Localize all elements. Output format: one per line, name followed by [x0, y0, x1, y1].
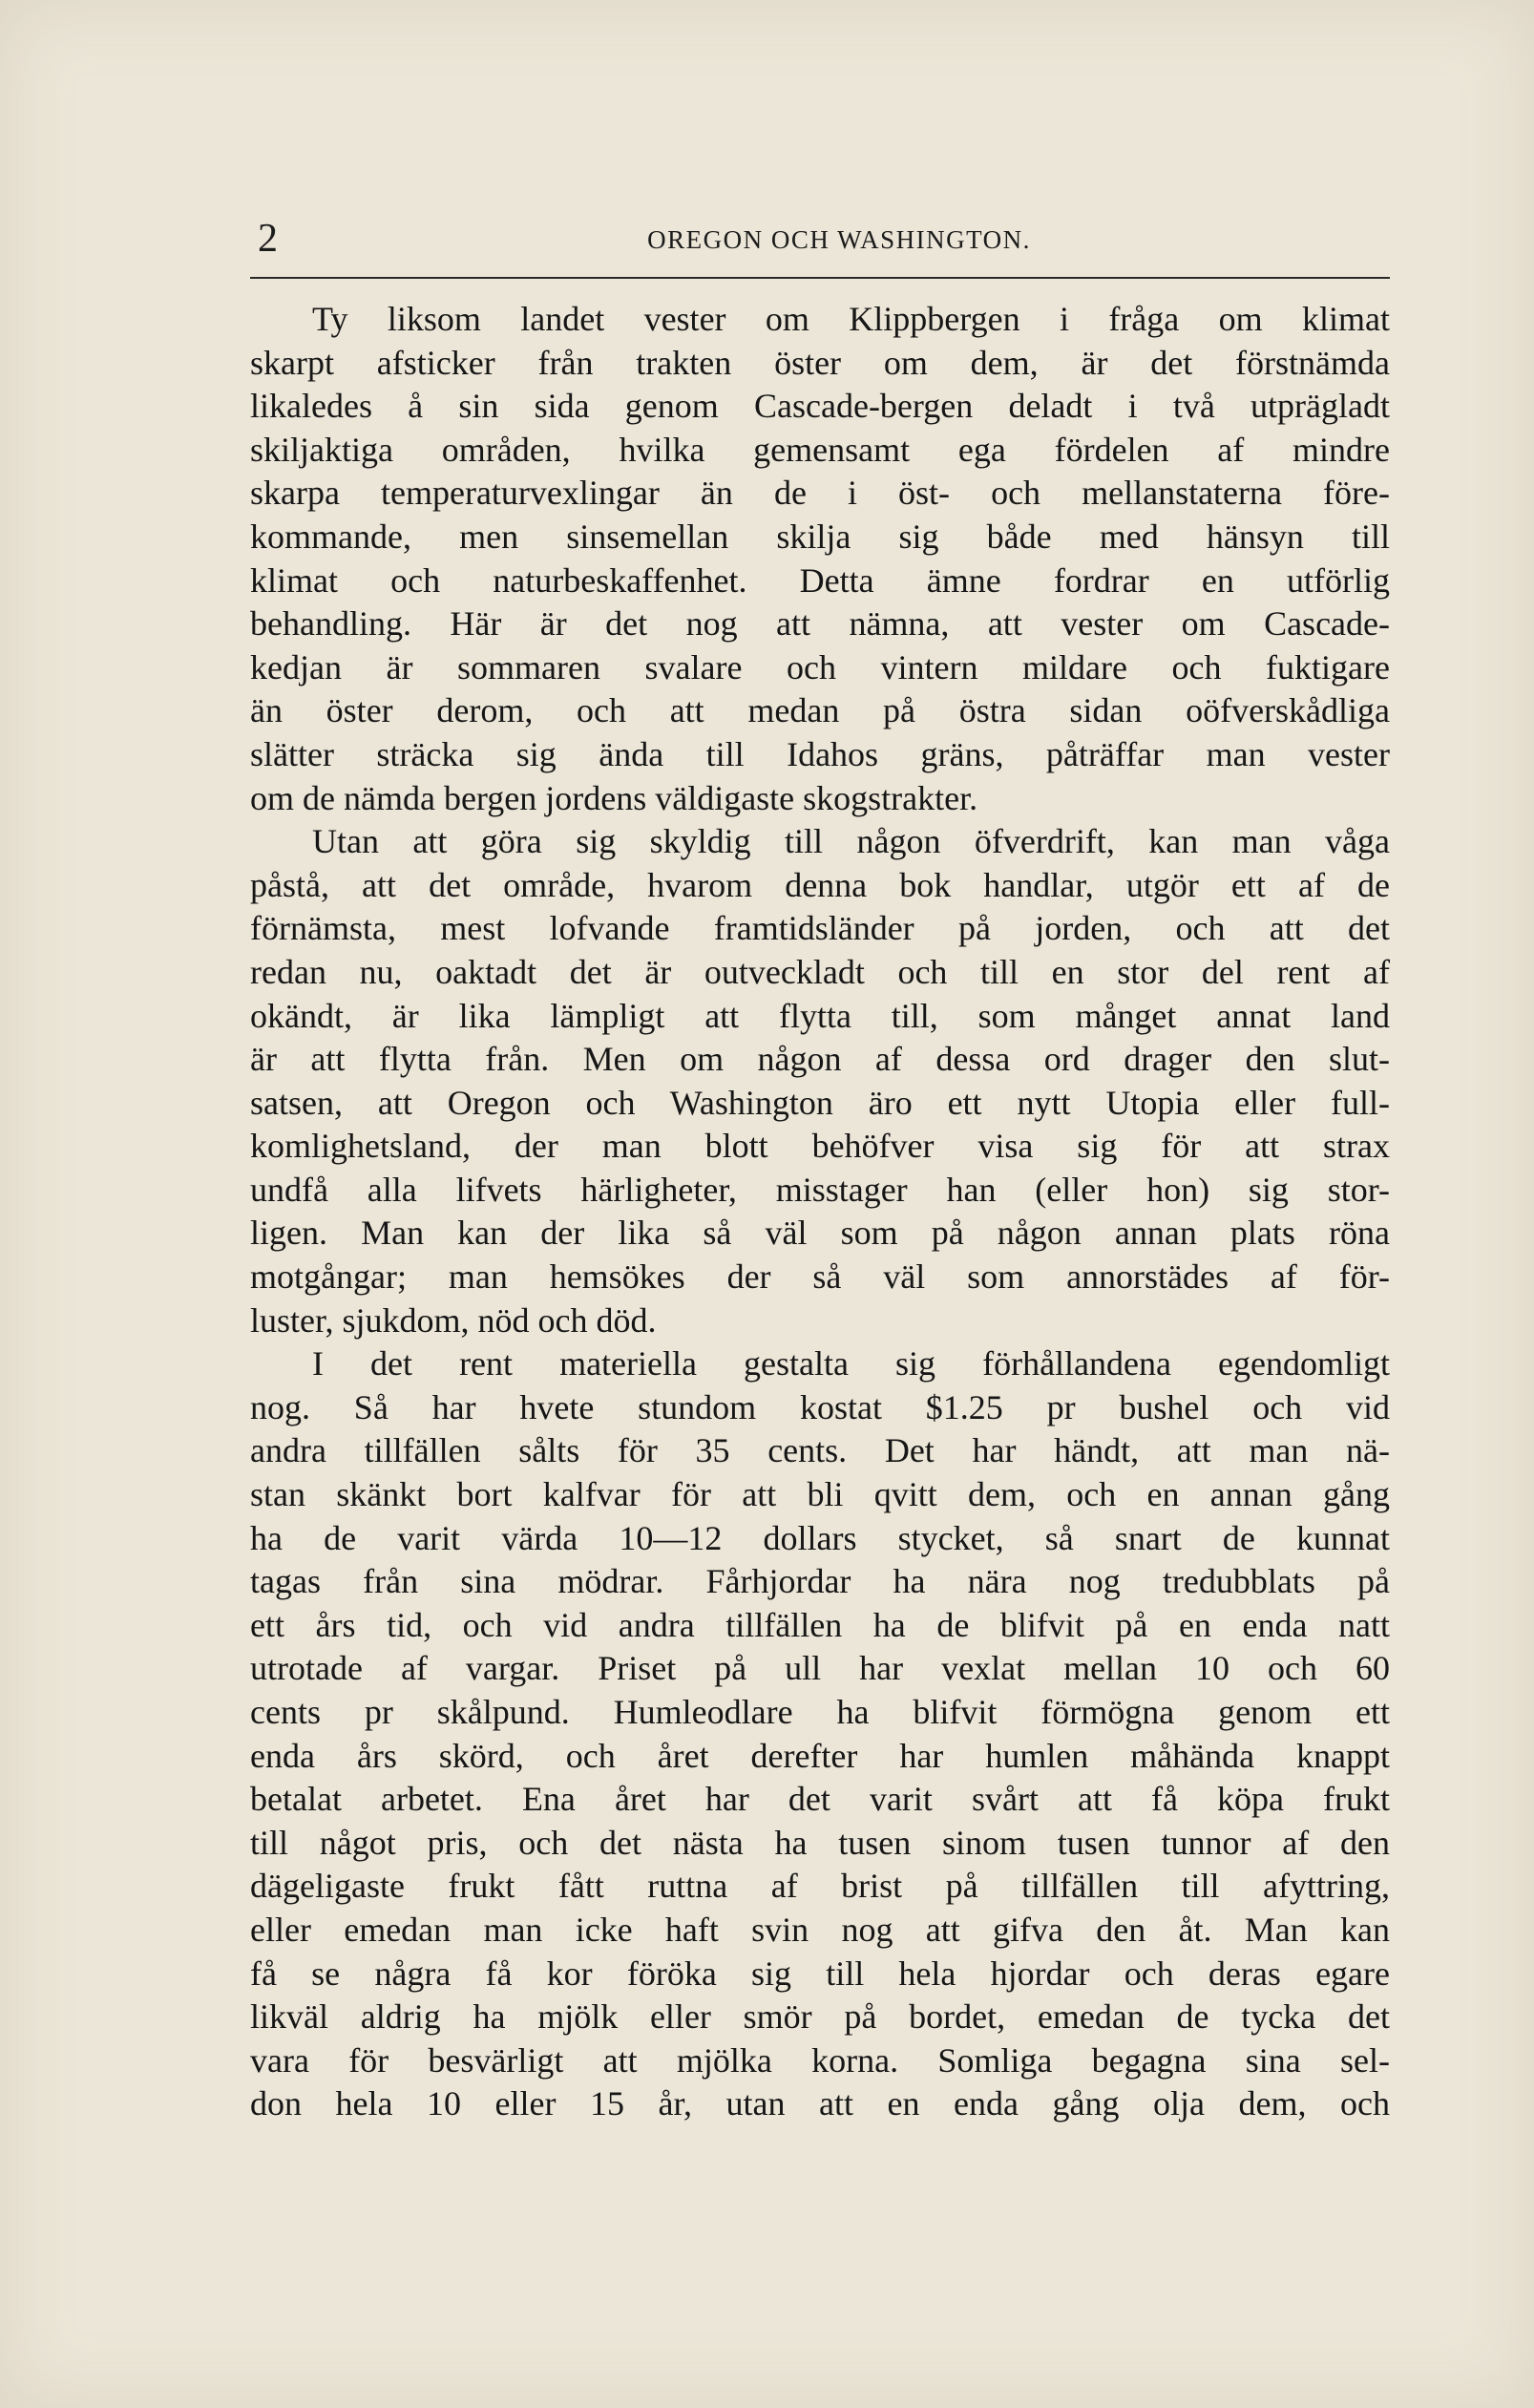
text-line: undfå alla lifvets härligheter, misstager han (eller hon) sig stor-	[250, 1170, 1390, 1209]
page-number: 2	[258, 217, 278, 261]
text-line: kedjan är sommaren svalare och vintern mildare och fuktigare	[250, 647, 1390, 686]
text-line: andra tillfällen sålts för 35 cents. Det har händt, att man nä-	[250, 1431, 1390, 1470]
text-line: ett års tid, och vid andra tillfällen ha de blifvit på en enda natt	[250, 1605, 1390, 1644]
body-text	[250, 298, 1390, 2126]
text-line: likväl aldrig ha mjölk eller smör på bordet, emedan de tycka det	[250, 1997, 1390, 2037]
text-line: utrotade af vargar. Priset på ull har vexlat mellan 10 och 60	[250, 1649, 1390, 1688]
text-line: okändt, är lika lämpligt att flytta till, som månget annat land	[250, 996, 1390, 1035]
text-line: kommande, men sinsemellan skilja sig både med hänsyn till	[250, 517, 1390, 556]
text-line: vara för besvärligt att mjölka korna. Somliga begagna sina sel-	[250, 2040, 1390, 2080]
text-line: satsen, att Oregon och Washington äro ett nytt Utopia eller full-	[250, 1083, 1390, 1122]
text-line: I det rent materiella gestalta sig förhållandena egendomligt	[312, 1344, 1390, 1384]
text-line: klimat och naturbeskaffenhet. Detta ämne fordrar en utförlig	[250, 560, 1390, 600]
header-rule	[250, 277, 1390, 279]
text-line: cents pr skålpund. Humleodlare ha blifvit förmögna genom ett	[250, 1693, 1390, 1731]
paragraph-1	[250, 298, 1390, 820]
text-line: enda års skörd, och året derefter har humlen måhända knappt	[250, 1736, 1390, 1775]
text-line: stan skänkt bort kalfvar för att bli qvitt dem, och en annan gång	[250, 1475, 1390, 1514]
text-line: till något pris, och det nästa ha tusen sinom tusen tunnor af den	[250, 1823, 1390, 1862]
text-line: nog. Så har hvete stundom kostat $1.25 pr bushel och vid	[250, 1387, 1390, 1426]
page-header	[250, 212, 1390, 269]
text-line: Ty liksom landet vester om Klippbergen i fråga om klimat	[312, 300, 1390, 338]
text-line: ligen. Man kan der lika så väl som på någon annan plats röna	[250, 1214, 1390, 1253]
text-line: än öster derom, och att medan på östra sidan oöfverskådliga	[250, 691, 1390, 730]
text-line: få se några få kor föröka sig till hela hjordar och deras egare	[250, 1954, 1390, 1993]
running-title: OREGON OCH WASHINGTON.	[647, 225, 1031, 254]
text-line: komlighetsland, der man blott behöfver visa sig för att strax	[250, 1127, 1390, 1166]
text-line: Utan att göra sig skyldig till någon öfverdrift, kan man våga	[312, 822, 1390, 861]
text-line: skiljaktiga områden, hvilka gemensamt ega fördelen af mindre	[250, 430, 1390, 469]
text-line: behandling. Här är det nog att nämna, att vester om Cascade-	[250, 604, 1390, 644]
text-line: motgångar; man hemsökes der så väl som annorstädes af för-	[250, 1257, 1390, 1297]
text-line: don hela 10 eller 15 år, utan att en enda gång olja dem, och	[250, 2084, 1390, 2123]
text-line: redan nu, oaktadt det är outveckladt och till en stor del rent af	[250, 952, 1390, 991]
text-line: slätter sträcka sig ända till Idahos gräns, påträffar man vester	[250, 734, 1390, 773]
text-line: tagas från sina mödrar. Fårhjordar ha nära nog tredubblats på	[250, 1562, 1390, 1601]
text-line: förnämsta, mest lofvande framtidsländer på jorden, och att det	[250, 909, 1390, 948]
text-line: ha de varit värda 10—12 dollars stycket, så snart de kunnat	[250, 1518, 1390, 1557]
text-line: luster, sjukdom, nöd och död.	[250, 1300, 657, 1340]
text-line: eller emedan man icke haft svin nog att gifva den åt. Man kan	[250, 1910, 1390, 1949]
text-line: om de nämda bergen jordens väldigaste skogstrakter.	[250, 778, 978, 817]
text-line: är att flytta från. Men om någon af dessa ord drager den slut-	[250, 1040, 1390, 1079]
text-line: betalat arbetet. Ena året har det varit svårt att få köpa frukt	[250, 1780, 1390, 1819]
text-line: likaledes å sin sida genom Cascade-bergen deladt i två utprägladt	[250, 387, 1390, 426]
paragraph-2	[250, 820, 1390, 1342]
text-line: dägeligaste frukt fått ruttna af brist på tillfällen till afyttring,	[250, 1867, 1390, 1906]
paragraph-3	[250, 1342, 1390, 2126]
text-line: påstå, att det område, hvarom denna bok handlar, utgör ett af de	[250, 865, 1390, 904]
text-line: skarpt afsticker från trakten öster om dem, är det förstnämda	[250, 343, 1390, 382]
text-line: skarpa temperaturvexlingar än de i öst- och mellanstaterna före-	[250, 474, 1390, 513]
